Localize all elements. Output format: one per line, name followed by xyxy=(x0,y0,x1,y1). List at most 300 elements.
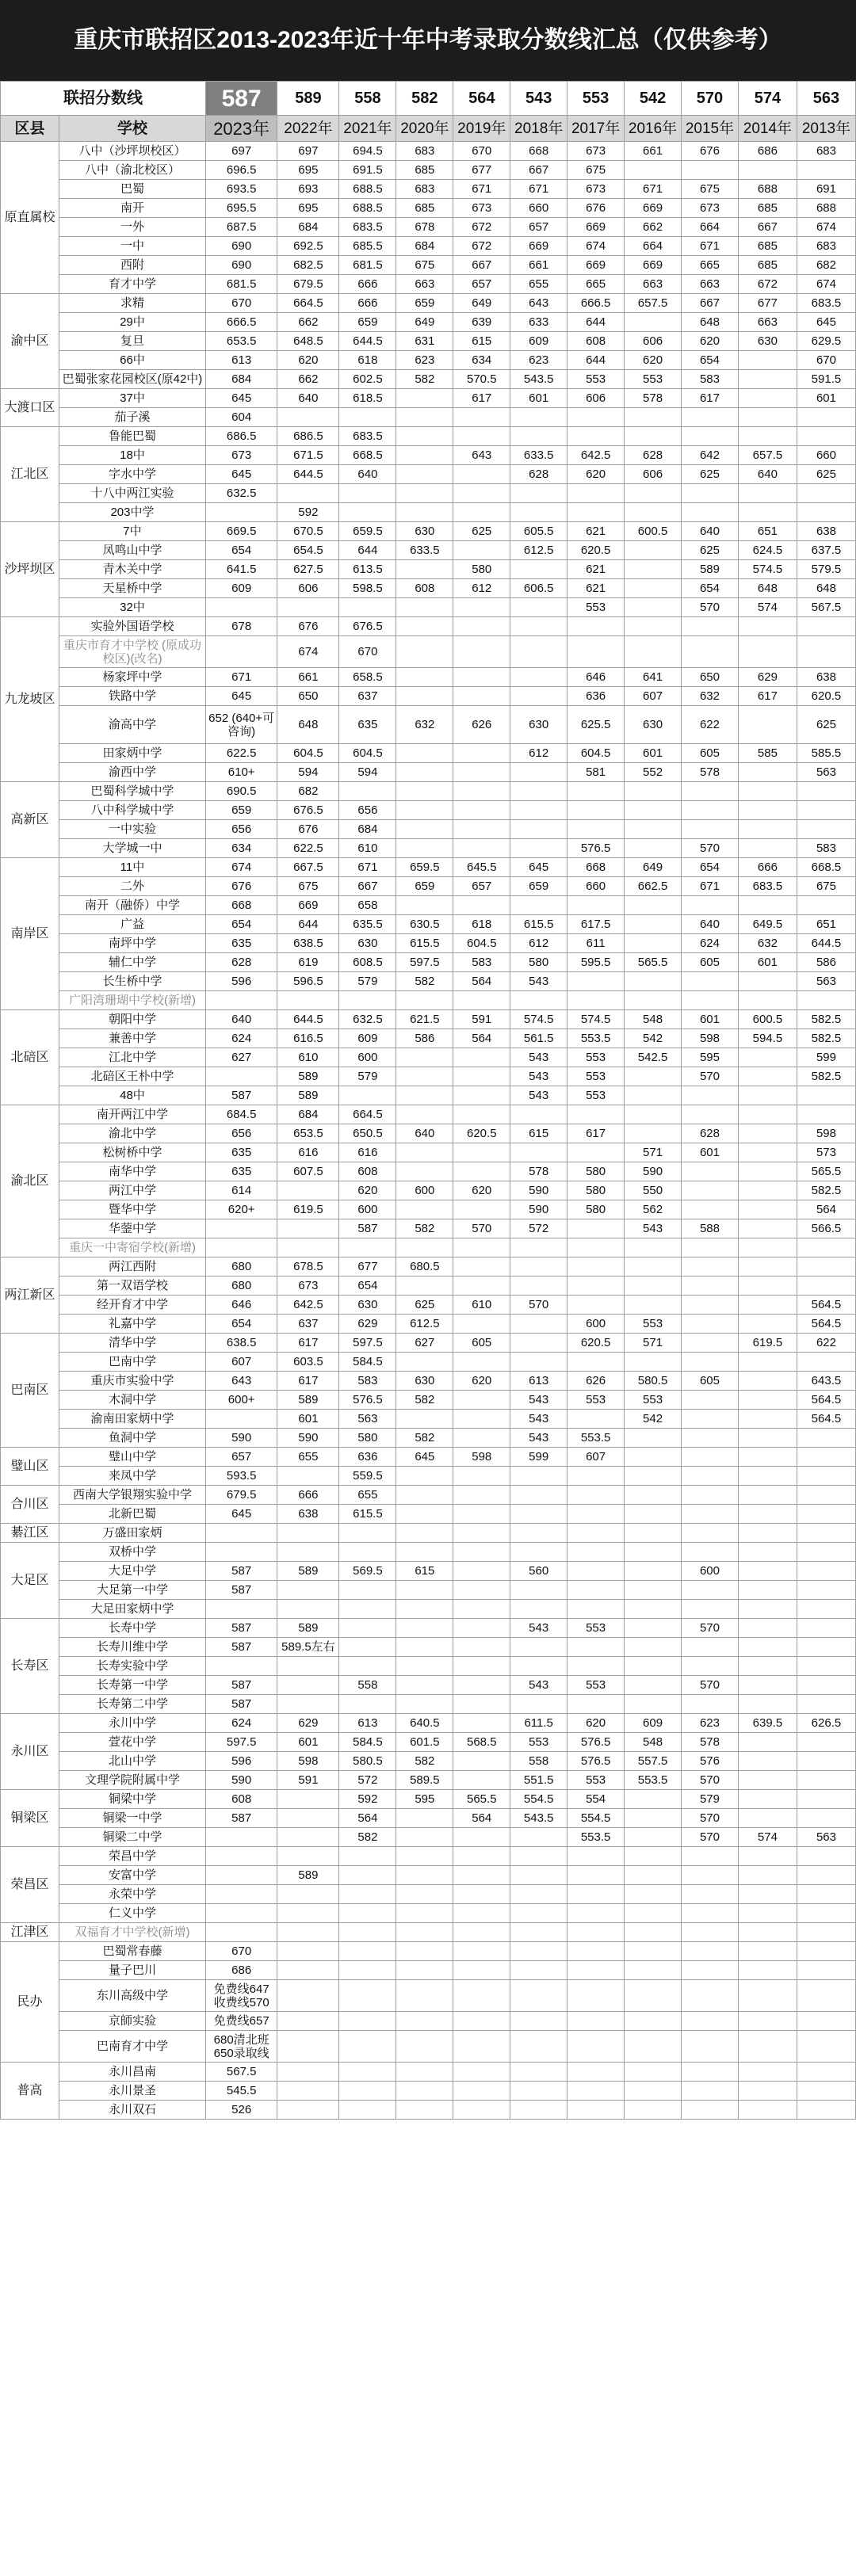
score-cell: 554.5 xyxy=(567,1809,625,1828)
school-cell: 一中实验 xyxy=(59,820,205,839)
score-cell: 589 xyxy=(277,1391,339,1410)
score-cell xyxy=(339,1980,396,2012)
score-cell xyxy=(453,801,510,820)
score-cell xyxy=(510,1277,567,1296)
score-cell xyxy=(453,1277,510,1296)
score-cell xyxy=(510,1942,567,1961)
score-cell xyxy=(277,1980,339,2012)
score-cell: 583 xyxy=(339,1372,396,1391)
score-cell: 668 xyxy=(567,858,625,877)
score-cell: 574.5 xyxy=(567,1010,625,1029)
school-cell: 南开（融侨）中学 xyxy=(59,896,205,915)
table-row xyxy=(1,1200,856,1219)
score-cell: 553 xyxy=(625,1315,682,1334)
baseline-cell: 564 xyxy=(453,82,510,116)
score-cell: 605 xyxy=(682,1372,739,1391)
score-cell: 671 xyxy=(682,237,739,256)
score-cell xyxy=(738,2063,797,2082)
score-cell: 620 xyxy=(277,351,339,370)
score-cell: 605 xyxy=(453,1334,510,1353)
score-cell xyxy=(738,1372,797,1391)
score-cell: 645 xyxy=(797,313,855,332)
score-cell: 563 xyxy=(797,972,855,991)
score-cell xyxy=(277,1695,339,1714)
score-cell xyxy=(738,1124,797,1143)
score-cell: 587 xyxy=(205,1562,277,1581)
score-cell xyxy=(510,636,567,668)
score-cell xyxy=(453,1162,510,1181)
table-row xyxy=(1,820,856,839)
score-cell xyxy=(510,1467,567,1486)
score-cell: 545.5 xyxy=(205,2082,277,2101)
score-cell xyxy=(453,541,510,560)
score-cell xyxy=(738,1980,797,2012)
school-cell: 巴蜀科学城中学 xyxy=(59,782,205,801)
score-cell xyxy=(625,1923,682,1942)
score-cell: 624 xyxy=(205,1029,277,1048)
school-cell: 万盛田家炳 xyxy=(59,1524,205,1543)
score-cell: 626 xyxy=(567,1372,625,1391)
table-row xyxy=(1,370,856,389)
score-cell xyxy=(277,1600,339,1619)
score-cell xyxy=(738,1486,797,1505)
score-cell: 594.5 xyxy=(738,1029,797,1048)
score-cell xyxy=(625,1695,682,1714)
score-cell: 648 xyxy=(277,706,339,744)
score-cell xyxy=(682,1657,739,1676)
table-row xyxy=(1,858,856,877)
score-cell xyxy=(567,1296,625,1315)
score-cell xyxy=(567,972,625,991)
score-cell: 636 xyxy=(567,687,625,706)
score-cell xyxy=(682,1200,739,1219)
score-cell xyxy=(510,2031,567,2063)
score-cell: 661 xyxy=(510,256,567,275)
score-cell: 582 xyxy=(396,1752,453,1771)
score-cell: 682 xyxy=(277,782,339,801)
score-cell: 677 xyxy=(339,1257,396,1277)
score-cell xyxy=(339,2031,396,2063)
school-cell: 求精 xyxy=(59,294,205,313)
score-cell: 650 xyxy=(277,687,339,706)
score-cell: 626.5 xyxy=(797,1714,855,1733)
score-cell: 635 xyxy=(339,706,396,744)
score-cell xyxy=(625,161,682,180)
score-cell xyxy=(738,1904,797,1923)
score-cell xyxy=(277,1828,339,1847)
school-cell: 大足中学 xyxy=(59,1562,205,1581)
score-cell: 640 xyxy=(682,522,739,541)
score-cell: 671 xyxy=(453,180,510,199)
score-cell xyxy=(738,1733,797,1752)
score-cell: 608 xyxy=(396,579,453,598)
score-cell: 564 xyxy=(453,1809,510,1828)
score-cell xyxy=(682,1885,739,1904)
score-cell xyxy=(205,1866,277,1885)
score-cell xyxy=(797,1771,855,1790)
score-cell xyxy=(453,1562,510,1581)
score-cell: 643 xyxy=(205,1372,277,1391)
score-cell: 623 xyxy=(682,1714,739,1733)
score-cell xyxy=(738,1467,797,1486)
score-cell: 641 xyxy=(625,668,682,687)
score-cell: 621 xyxy=(567,522,625,541)
district-header: 区县 xyxy=(1,116,59,142)
school-cell: 长寿川维中学 xyxy=(59,1638,205,1657)
score-cell: 615.5 xyxy=(510,915,567,934)
score-cell xyxy=(396,1277,453,1296)
score-cell: 683.5 xyxy=(339,218,396,237)
score-cell: 566.5 xyxy=(797,1219,855,1238)
score-cell: 600+ xyxy=(205,1391,277,1410)
score-cell: 589.5左右 xyxy=(277,1638,339,1657)
score-cell: 620 xyxy=(453,1372,510,1391)
score-cell: 553.5 xyxy=(567,1828,625,1847)
score-cell: 620 xyxy=(625,351,682,370)
score-cell xyxy=(625,1086,682,1105)
table-row xyxy=(1,1543,856,1562)
school-cell: 鲁能巴蜀 xyxy=(59,427,205,446)
score-cell xyxy=(453,1771,510,1790)
score-cell: 657 xyxy=(453,877,510,896)
score-cell: 635 xyxy=(205,1162,277,1181)
score-cell: 565.5 xyxy=(625,953,682,972)
score-cell: 580.5 xyxy=(339,1752,396,1771)
score-cell xyxy=(797,484,855,503)
score-cell: 617.5 xyxy=(567,915,625,934)
score-cell xyxy=(205,1238,277,1257)
score-cell: 624 xyxy=(205,1714,277,1733)
score-cell xyxy=(453,1657,510,1676)
score-cell xyxy=(682,1695,739,1714)
score-cell: 570 xyxy=(682,1809,739,1828)
table-row xyxy=(1,1181,856,1200)
score-cell: 543.5 xyxy=(510,1809,567,1828)
score-cell xyxy=(510,1581,567,1600)
score-cell xyxy=(396,1238,453,1257)
score-cell xyxy=(625,1448,682,1467)
score-cell: 553 xyxy=(567,598,625,617)
school-cell: 永荣中学 xyxy=(59,1885,205,1904)
score-cell xyxy=(738,1524,797,1543)
score-cell xyxy=(625,1885,682,1904)
score-cell xyxy=(453,1752,510,1771)
score-cell xyxy=(797,1257,855,1277)
score-cell: 564 xyxy=(797,1200,855,1219)
score-cell: 672 xyxy=(453,237,510,256)
score-cell xyxy=(625,1505,682,1524)
school-cell: 茄子溪 xyxy=(59,408,205,427)
score-cell xyxy=(797,1277,855,1296)
score-cell xyxy=(567,1143,625,1162)
year-header: 2018年 xyxy=(510,116,567,142)
score-cell: 573 xyxy=(797,1143,855,1162)
table-row xyxy=(1,1353,856,1372)
score-cell: 638 xyxy=(277,1505,339,1524)
school-cell: 辅仁中学 xyxy=(59,953,205,972)
score-cell xyxy=(567,1524,625,1543)
score-cell: 645 xyxy=(396,1448,453,1467)
score-cell: 600 xyxy=(339,1048,396,1067)
score-cell: 657 xyxy=(453,275,510,294)
score-cell xyxy=(567,1486,625,1505)
score-cell: 695 xyxy=(277,199,339,218)
baseline-cell: 542 xyxy=(625,82,682,116)
score-cell xyxy=(396,1828,453,1847)
score-cell xyxy=(277,1219,339,1238)
school-cell: 铜梁二中学 xyxy=(59,1828,205,1847)
table-row xyxy=(1,1372,856,1391)
score-cell xyxy=(510,820,567,839)
school-cell: 东川高级中学 xyxy=(59,1980,205,2012)
school-cell: 朝阳中学 xyxy=(59,1010,205,1029)
score-cell xyxy=(797,1923,855,1942)
school-cell: 西南大学银翔实验中学 xyxy=(59,1486,205,1505)
score-cell xyxy=(453,896,510,915)
score-cell: 688 xyxy=(797,199,855,218)
score-cell: 615 xyxy=(396,1562,453,1581)
score-cell: 645 xyxy=(205,389,277,408)
score-cell: 580 xyxy=(339,1429,396,1448)
score-cell: 591.5 xyxy=(797,370,855,389)
score-cell xyxy=(625,2063,682,2082)
score-cell xyxy=(339,1524,396,1543)
score-cell: 574 xyxy=(738,1828,797,1847)
school-cell: 巴蜀 xyxy=(59,180,205,199)
score-cell: 543 xyxy=(510,1619,567,1638)
score-cell xyxy=(453,1847,510,1866)
score-cell: 553 xyxy=(567,1067,625,1086)
score-cell xyxy=(453,2012,510,2031)
score-cell: 592 xyxy=(277,503,339,522)
table-row xyxy=(1,1257,856,1277)
score-cell: 596.5 xyxy=(277,972,339,991)
score-cell xyxy=(339,991,396,1010)
score-cell: 694.5 xyxy=(339,142,396,161)
school-cell: 永川中学 xyxy=(59,1714,205,1733)
score-cell xyxy=(510,1828,567,1847)
score-cell xyxy=(738,896,797,915)
score-cell: 662 xyxy=(625,218,682,237)
score-cell: 654.5 xyxy=(277,541,339,560)
district-cell: 普高 xyxy=(1,2063,59,2120)
score-cell: 650.5 xyxy=(339,1124,396,1143)
table-row xyxy=(1,1143,856,1162)
score-cell xyxy=(567,617,625,636)
score-cell xyxy=(797,1429,855,1448)
school-cell: 渝高中学 xyxy=(59,706,205,744)
table-row xyxy=(1,2063,856,2082)
score-cell: 579 xyxy=(339,1067,396,1086)
score-cell: 638.5 xyxy=(205,1334,277,1353)
school-cell: 南华中学 xyxy=(59,1162,205,1181)
score-cell: 584.5 xyxy=(339,1353,396,1372)
school-cell: 天星桥中学 xyxy=(59,579,205,598)
score-cell: 645 xyxy=(205,687,277,706)
score-cell: 618 xyxy=(339,351,396,370)
score-cell: 690 xyxy=(205,256,277,275)
score-cell: 630 xyxy=(339,934,396,953)
score-cell: 615.5 xyxy=(396,934,453,953)
score-cell: 574 xyxy=(738,598,797,617)
score-cell: 614 xyxy=(205,1181,277,1200)
score-cell xyxy=(625,313,682,332)
score-cell: 654 xyxy=(682,351,739,370)
score-cell: 665 xyxy=(682,256,739,275)
score-cell xyxy=(205,598,277,617)
score-cell xyxy=(625,1486,682,1505)
score-cell: 690 xyxy=(205,237,277,256)
score-cell: 598 xyxy=(277,1752,339,1771)
score-cell xyxy=(510,1257,567,1277)
score-cell xyxy=(738,1353,797,1372)
score-cell xyxy=(567,1505,625,1524)
score-cell xyxy=(625,1296,682,1315)
score-cell: 655 xyxy=(277,1448,339,1467)
score-cell xyxy=(625,1657,682,1676)
score-cell: 668.5 xyxy=(797,858,855,877)
table-row xyxy=(1,1771,856,1790)
score-cell: 612 xyxy=(510,744,567,763)
score-cell xyxy=(567,1638,625,1657)
score-cell: 611.5 xyxy=(510,1714,567,1733)
score-cell xyxy=(453,1695,510,1714)
score-cell: 696.5 xyxy=(205,161,277,180)
score-cell: 543 xyxy=(510,972,567,991)
score-cell: 628 xyxy=(625,446,682,465)
school-cell: 仁义中学 xyxy=(59,1904,205,1923)
district-cell: 合川区 xyxy=(1,1486,59,1524)
table-row xyxy=(1,1961,856,1980)
score-cell: 612.5 xyxy=(396,1315,453,1334)
score-cell: 553.5 xyxy=(567,1029,625,1048)
score-cell xyxy=(567,1980,625,2012)
baseline-cell: 589 xyxy=(277,82,339,116)
score-cell xyxy=(797,1467,855,1486)
score-cell: 609 xyxy=(339,1029,396,1048)
score-cell xyxy=(797,161,855,180)
score-cell: 671.5 xyxy=(277,446,339,465)
score-cell xyxy=(738,782,797,801)
score-cell xyxy=(797,1733,855,1752)
score-cell: 623 xyxy=(510,351,567,370)
score-cell xyxy=(396,446,453,465)
score-cell xyxy=(205,1543,277,1562)
score-cell: 625 xyxy=(396,1296,453,1315)
table-row xyxy=(1,1828,856,1847)
score-cell xyxy=(396,484,453,503)
school-cell: 杨家坪中学 xyxy=(59,668,205,687)
score-cell: 655 xyxy=(339,1486,396,1505)
score-cell: 543.5 xyxy=(510,370,567,389)
school-cell: 203中学 xyxy=(59,503,205,522)
score-cell: 652 (640+可咨询) xyxy=(205,706,277,744)
score-cell: 595 xyxy=(396,1790,453,1809)
score-cell xyxy=(396,1505,453,1524)
score-cell xyxy=(625,484,682,503)
baseline-cell: 570 xyxy=(682,82,739,116)
score-cell xyxy=(510,2082,567,2101)
score-cell xyxy=(396,668,453,687)
score-cell xyxy=(567,1277,625,1296)
score-cell xyxy=(396,1657,453,1676)
score-cell: 582 xyxy=(396,1219,453,1238)
score-cell: 582 xyxy=(396,1391,453,1410)
table-row xyxy=(1,313,856,332)
table-row xyxy=(1,2101,856,2120)
score-cell: 685 xyxy=(738,199,797,218)
score-cell xyxy=(339,484,396,503)
score-cell xyxy=(682,484,739,503)
score-cell xyxy=(682,1486,739,1505)
score-cell: 595.5 xyxy=(567,953,625,972)
score-cell: 574.5 xyxy=(510,1010,567,1029)
score-cell: 570 xyxy=(682,1067,739,1086)
table-row xyxy=(1,1219,856,1238)
score-cell xyxy=(453,1429,510,1448)
score-cell xyxy=(396,1866,453,1885)
score-cell: 691.5 xyxy=(339,161,396,180)
score-cell xyxy=(277,1467,339,1486)
score-cell xyxy=(625,408,682,427)
score-cell xyxy=(682,1162,739,1181)
score-cell xyxy=(396,389,453,408)
school-cell: 荣昌中学 xyxy=(59,1847,205,1866)
score-cell: 644.5 xyxy=(797,934,855,953)
score-cell: 608 xyxy=(205,1790,277,1809)
score-cell xyxy=(510,2101,567,2120)
score-cell: 598 xyxy=(797,1124,855,1143)
score-cell: 580 xyxy=(567,1200,625,1219)
score-cell: 542 xyxy=(625,1410,682,1429)
score-cell xyxy=(510,1315,567,1334)
score-cell: 557.5 xyxy=(625,1752,682,1771)
score-cell xyxy=(625,915,682,934)
score-cell xyxy=(738,1200,797,1219)
score-cell xyxy=(738,1809,797,1828)
score-cell: 659 xyxy=(339,313,396,332)
score-cell: 674 xyxy=(567,237,625,256)
score-cell xyxy=(797,1638,855,1657)
score-cell xyxy=(738,1105,797,1124)
score-cell: 645 xyxy=(205,465,277,484)
score-cell: 684 xyxy=(277,218,339,237)
score-cell: 597.5 xyxy=(339,1334,396,1353)
score-cell xyxy=(396,1410,453,1429)
score-cell xyxy=(682,820,739,839)
score-cell: 620+ xyxy=(205,1200,277,1219)
score-cell: 666 xyxy=(339,294,396,313)
score-cell: 658.5 xyxy=(339,668,396,687)
score-cell: 657 xyxy=(510,218,567,237)
score-cell: 638.5 xyxy=(277,934,339,953)
school-cell: 铜梁中学 xyxy=(59,1790,205,1809)
score-cell xyxy=(797,1847,855,1866)
score-cell: 670 xyxy=(205,1942,277,1961)
table-row xyxy=(1,953,856,972)
score-cell xyxy=(453,427,510,446)
table-row xyxy=(1,1790,856,1809)
score-cell xyxy=(797,636,855,668)
score-cell xyxy=(738,1067,797,1086)
score-cell xyxy=(453,1410,510,1429)
score-cell: 669.5 xyxy=(205,522,277,541)
score-cell: 662 xyxy=(277,370,339,389)
table-row xyxy=(1,1904,856,1923)
score-cell xyxy=(510,1961,567,1980)
score-cell: 670 xyxy=(797,351,855,370)
score-cell: 625 xyxy=(682,465,739,484)
